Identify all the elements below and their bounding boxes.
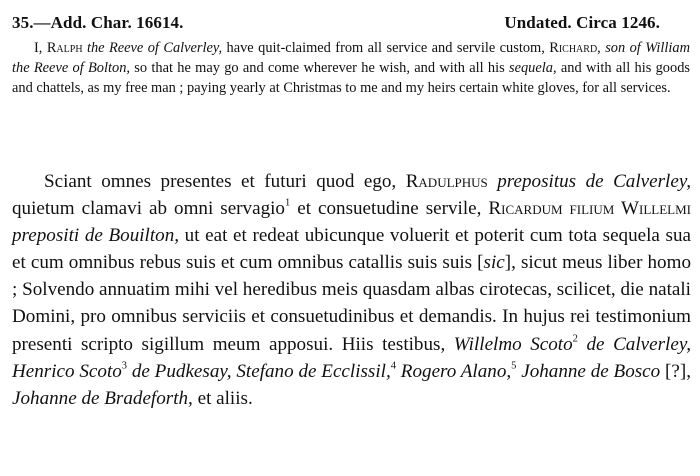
charter-text: quietum clamavi ab omni servagio: [12, 198, 285, 220]
grantor-title: the Reeve of Calverley,: [82, 40, 223, 56]
charter-text: ], sicut meus liber homo ; Solvendo annuatim mihi vel heredibus meis quasdam albas cirotecas, scilicet, die natali Domini, pro omnibus serviciis et consuetudinibus et demandis. In hujus rei testimonium presenti scripto sigillum meum apposui. Hiis testibus,: [12, 252, 691, 355]
charter-text: et consuetudine servile,: [290, 198, 489, 220]
charter-header: [12, 8, 688, 38]
grantee-latin-title: prepositi de Bouilton,: [12, 225, 180, 247]
summary-text: so that he may go and come wherever he wish, and with all his: [129, 59, 509, 76]
footnote-marker: 4: [390, 360, 396, 372]
grantor-name: Ralph: [46, 40, 83, 56]
grantee-title: son of William the Reeve of Bolton,: [12, 40, 690, 76]
charter-paragraph: [12, 168, 691, 412]
latin-charter-text: [12, 168, 691, 412]
summary-text: have quit-claimed from all service and servile custom,: [222, 40, 550, 56]
grantor-latin-title: prepositus de Calverley,: [487, 171, 692, 192]
charter-text: et aliis.: [192, 387, 253, 409]
grantee-latin-name: Ricardum filium Willelmi: [488, 198, 691, 220]
witness-name: Johanne de Bradeforth,: [12, 387, 193, 409]
summary-term: sequela: [509, 59, 553, 76]
footnote-marker: 1: [284, 197, 291, 209]
charter-text: Sciant omnes presentes et futuri quod ego,: [44, 171, 406, 192]
footnote-marker: 2: [572, 333, 578, 345]
footnote-marker: 3: [121, 360, 128, 372]
summary-text: I,: [34, 40, 47, 56]
charter-text: ut eat et redeat ubicunque voluerit et poterit cum tota sequela sua et cum omnibus rebus suis et cum omnibus catallis suis suis [: [12, 225, 691, 274]
grantor-latin-name: Radulphus: [405, 171, 488, 192]
charter-date: Undated. Circa 1246.: [504, 13, 660, 32]
witness-name: de Calverley, Henrico Scoto: [12, 333, 692, 382]
footnote-marker: 5: [511, 360, 517, 372]
grantee-name: Richard,: [549, 40, 601, 56]
summary-paragraph: [12, 39, 690, 98]
witness-name: de Pudkesay, Stefano de Ecclissil,: [127, 360, 391, 382]
witness-name: Willelmo Scoto: [453, 333, 573, 355]
english-summary: [12, 39, 690, 98]
charter-number: 35.—Add. Char. 16614.: [12, 13, 184, 32]
witness-name: Johanne de Bosco: [516, 360, 661, 382]
charter-text: [?],: [660, 360, 691, 382]
witness-name: Rogero Alano,: [396, 360, 512, 382]
sic-note: sic: [483, 252, 505, 274]
summary-text: , and with all his goods and chattels, as my free man ; paying yearly at Christmas to me and my heirs certain white gloves, for all services.: [12, 59, 690, 96]
